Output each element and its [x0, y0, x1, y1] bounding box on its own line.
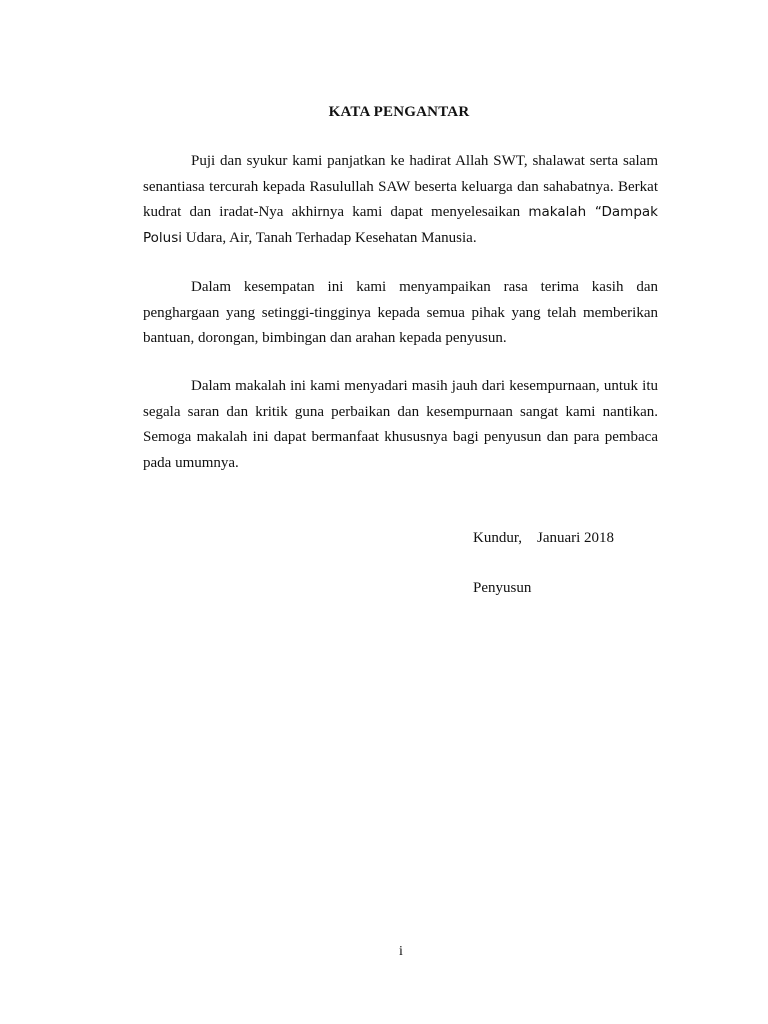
- paragraph-2: Dalam kesempatan ini kami menyampaikan rasa terima kasih dan penghargaan yang setinggi-tingginya kepada semua pihak yang telah memberikan bantuan, dorongan, bimbingan dan arahan kepada penyusun.: [143, 279, 658, 346]
- closing-place-date: Kundur, Januari 2018: [473, 530, 615, 546]
- paragraph-1-sans-text: makalah “Dampak Polusi: [143, 204, 658, 246]
- closing-author: Penyusun: [473, 580, 532, 596]
- paragraph-1-text-end: Udara, Air, Tanah Terhadap Kesehatan Manusia.: [182, 229, 477, 246]
- paragraph-3: Dalam makalah ini kami menyadari masih jauh dari kesempurnaan, untuk itu segala saran dan kritik guna perbaikan dan kesempurnaan sangat kami nantikan. Semoga makalah ini dapat bermanfaat khususnya bagi penyusun dan para pembaca pada umumnya.: [143, 378, 658, 471]
- page-number: i: [399, 944, 403, 959]
- document-title: KATA PENGANTAR: [328, 104, 470, 120]
- paragraph-1: [143, 149, 658, 251]
- paragraph-1-text: Puji dan syukur kami panjatkan ke hadirat Allah SWT, shalawat serta salam senantiasa tercurah kepada Rasulullah SAW beserta keluarga dan sahabatnya. Berkat kudrat dan iradat-Nya akhirnya kami dapat menyelesaikan: [143, 153, 658, 220]
